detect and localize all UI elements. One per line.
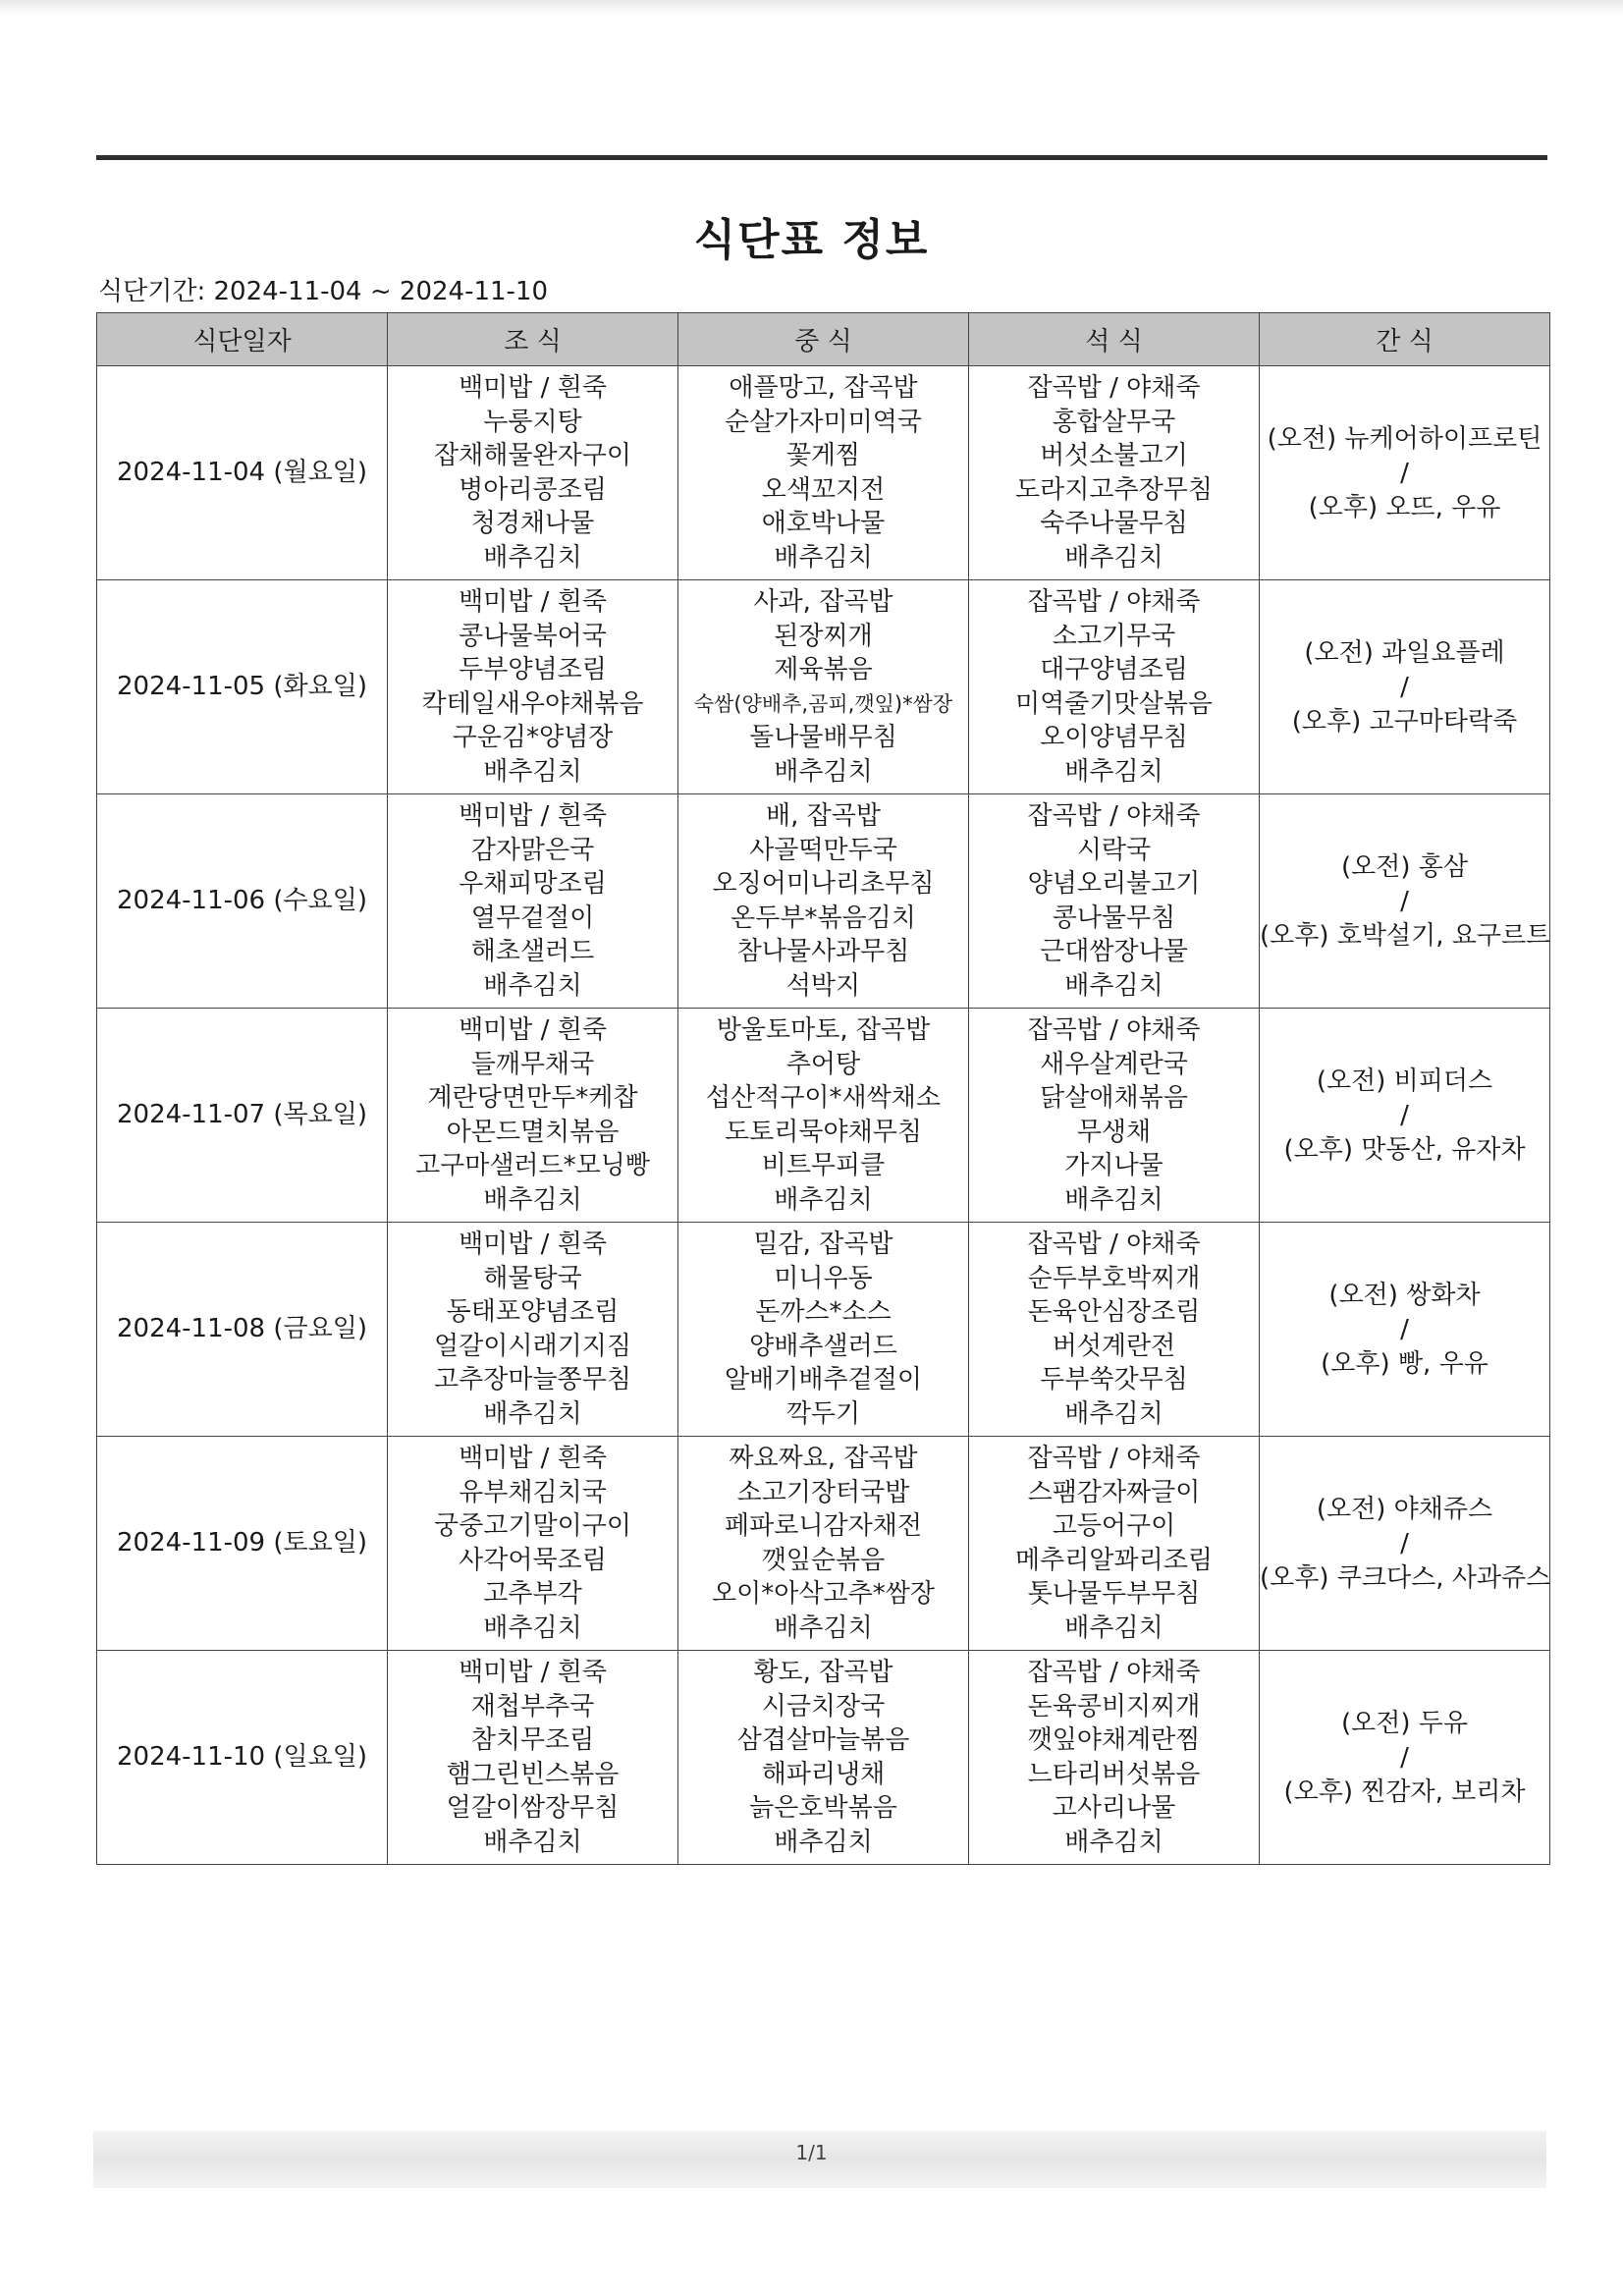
menu-item: 배추김치 <box>1064 756 1163 787</box>
menu-item: 햄그린빈스볶음 <box>446 1759 620 1789</box>
menu-item: 고등어구이 <box>1052 1511 1176 1541</box>
snack-afternoon: (오후) 쿠크다스, 사과쥬스 <box>1260 1562 1551 1593</box>
scan-edge <box>0 0 1623 16</box>
menu-item: 가지나물 <box>1064 1151 1163 1180</box>
menu-item: 깻잎순볶음 <box>761 1545 886 1575</box>
menu-item: 고구마샐러드*모닝빵 <box>414 1151 651 1180</box>
menu-table <box>96 312 1550 1865</box>
menu-item: 배추김치 <box>774 756 873 787</box>
breakfast-cell <box>388 1223 678 1437</box>
snack-cell <box>1260 1437 1550 1651</box>
menu-item: 방울토마토, 잡곡밥 <box>716 1015 931 1045</box>
menu-item: 메추리알꽈리조림 <box>1015 1545 1213 1575</box>
snack-cell <box>1260 1651 1550 1865</box>
menu-item: 배추김치 <box>1064 1613 1163 1643</box>
menu-item: 감자맑은국 <box>470 835 595 865</box>
menu-item: 늙은호박볶음 <box>749 1793 897 1823</box>
menu-item: 버섯계란전 <box>1052 1331 1176 1361</box>
header-snack: 간 식 <box>1260 313 1550 366</box>
snack-afternoon: (오후) 빵, 우유 <box>1321 1348 1488 1379</box>
menu-item: 새우살계란국 <box>1040 1049 1188 1079</box>
header-date: 식단일자 <box>97 313 388 366</box>
menu-item: 두부양념조림 <box>459 655 607 684</box>
header-lunch: 중 식 <box>678 313 969 366</box>
date-cell: 2024-11-08 (금요일) <box>97 1223 388 1437</box>
snack-morning: (오전) 두유 <box>1340 1708 1469 1738</box>
menu-item: 스팸감자짜글이 <box>1027 1477 1201 1507</box>
menu-item: 밀감, 잡곡밥 <box>753 1230 893 1259</box>
menu-item: 잡곡밥 / 야채죽 <box>1027 373 1201 403</box>
menu-item: 참나물사과무침 <box>736 937 910 966</box>
menu-item: 오징어미나리초무침 <box>712 869 935 899</box>
breakfast-cell <box>388 1437 678 1651</box>
menu-item: 비트무피클 <box>761 1151 886 1180</box>
snack-afternoon: (오후) 고구마타락죽 <box>1291 706 1518 737</box>
menu-item: 사각어묵조림 <box>459 1545 607 1575</box>
menu-item: 구운김*양념장 <box>452 723 614 752</box>
menu-item: 백미밥 / 흰죽 <box>459 373 607 403</box>
lunch-cell <box>678 366 969 580</box>
lunch-cell <box>678 1437 969 1651</box>
menu-item: 잡곡밥 / 야채죽 <box>1027 801 1201 831</box>
snack-afternoon: (오후) 찐감자, 보리차 <box>1283 1777 1526 1807</box>
breakfast-cell <box>388 580 678 794</box>
menu-item: 고사리나물 <box>1052 1793 1176 1823</box>
menu-item: 오이양념무침 <box>1040 723 1188 752</box>
menu-item: 잡곡밥 / 야채죽 <box>1027 1658 1201 1687</box>
menu-item: 얼갈이시래기지짐 <box>434 1331 631 1361</box>
menu-item: 된장찌개 <box>774 621 873 651</box>
menu-item: 순살가자미미역국 <box>725 407 922 437</box>
menu-item: 들깨무채국 <box>470 1049 595 1079</box>
menu-item: 알배기배추겉절이 <box>725 1365 922 1394</box>
menu-item: 배추김치 <box>774 1613 873 1643</box>
menu-item: 배추김치 <box>774 1184 873 1215</box>
snack-separator: / <box>1400 458 1409 488</box>
menu-item: 아몬드멸치볶음 <box>446 1117 620 1147</box>
menu-item: 잡곡밥 / 야채죽 <box>1027 587 1201 617</box>
header-row <box>97 313 1550 366</box>
menu-item: 동태포양념조림 <box>446 1297 620 1327</box>
menu-item: 돈육콩비지찌개 <box>1027 1691 1201 1722</box>
lunch-cell <box>678 1223 969 1437</box>
menu-item: 깍두기 <box>785 1398 861 1429</box>
menu-item: 콩나물북어국 <box>459 621 607 651</box>
menu-item: 온두부*볶음김치 <box>730 902 916 933</box>
menu-item: 배추김치 <box>1064 1398 1163 1429</box>
breakfast-cell <box>388 366 678 580</box>
date-cell: 2024-11-06 (수요일) <box>97 794 388 1009</box>
menu-item: 시락국 <box>1076 835 1152 865</box>
menu-item: 순두부호박찌개 <box>1027 1263 1201 1293</box>
menu-item: 깻잎야채계란찜 <box>1027 1725 1201 1755</box>
menu-item: 궁중고기말이구이 <box>434 1511 631 1541</box>
menu-item: 배, 잡곡밥 <box>766 801 881 831</box>
date-cell: 2024-11-04 (월요일) <box>97 366 388 580</box>
menu-item: 배추김치 <box>483 1398 582 1429</box>
table-row <box>97 1437 1550 1651</box>
lunch-cell <box>678 580 969 794</box>
menu-item: 콩나물무침 <box>1052 902 1176 933</box>
menu-item: 청경채나물 <box>470 509 595 538</box>
menu-item: 잡곡밥 / 야채죽 <box>1027 1444 1201 1473</box>
menu-item: 황도, 잡곡밥 <box>753 1658 893 1687</box>
menu-item: 얼갈이쌈장무침 <box>446 1793 620 1823</box>
breakfast-cell <box>388 794 678 1009</box>
header-dinner: 석 식 <box>969 313 1260 366</box>
menu-item: 백미밥 / 흰죽 <box>459 1658 607 1687</box>
snack-cell <box>1260 366 1550 580</box>
menu-item: 배추김치 <box>483 756 582 787</box>
table-row <box>97 1223 1550 1437</box>
menu-item: 무생채 <box>1076 1117 1152 1147</box>
menu-item: 꽃게찜 <box>785 441 861 470</box>
snack-morning: (오전) 과일요플레 <box>1304 637 1505 668</box>
page-number: 1/1 <box>795 2141 828 2164</box>
dinner-cell <box>969 1009 1260 1223</box>
lunch-cell <box>678 794 969 1009</box>
snack-afternoon: (오후) 오뜨, 우유 <box>1308 492 1501 522</box>
menu-item: 소고기장터국밥 <box>736 1477 910 1507</box>
date-cell: 2024-11-07 (목요일) <box>97 1009 388 1223</box>
menu-item: 느타리버섯볶음 <box>1027 1759 1201 1789</box>
menu-item: 사골떡만두국 <box>749 835 897 865</box>
date-cell: 2024-11-10 (일요일) <box>97 1651 388 1865</box>
menu-item: 닭살애채볶음 <box>1040 1083 1188 1113</box>
snack-morning: (오전) 홍삼 <box>1340 851 1469 882</box>
menu-item: 해파리냉채 <box>761 1759 886 1789</box>
menu-item: 양배추샐러드 <box>749 1331 897 1361</box>
dinner-cell <box>969 1223 1260 1437</box>
meal-period: 식단기간: 2024-11-04 ~ 2024-11-10 <box>98 277 549 306</box>
menu-item: 배추김치 <box>774 542 873 573</box>
snack-cell <box>1260 580 1550 794</box>
menu-item: 근대쌈장나물 <box>1040 937 1188 966</box>
menu-item: 짜요짜요, 잡곡밥 <box>729 1444 918 1473</box>
menu-item: 홍합살무국 <box>1052 407 1176 437</box>
date-cell: 2024-11-05 (화요일) <box>97 580 388 794</box>
snack-afternoon: (오후) 맛동산, 유자차 <box>1283 1134 1526 1165</box>
snack-separator: / <box>1400 886 1409 916</box>
menu-item: 애호박나물 <box>761 509 886 538</box>
menu-item: 버섯소불고기 <box>1040 441 1188 470</box>
menu-item: 백미밥 / 흰죽 <box>459 1015 607 1045</box>
breakfast-cell <box>388 1651 678 1865</box>
menu-item: 백미밥 / 흰죽 <box>459 801 607 831</box>
snack-cell <box>1260 794 1550 1009</box>
menu-item: 두부쑥갓무침 <box>1040 1365 1188 1394</box>
menu-item: 병아리콩조림 <box>459 474 607 505</box>
menu-item: 재첩부추국 <box>470 1691 595 1722</box>
menu-item: 도라지고추장무침 <box>1015 474 1213 505</box>
dinner-cell <box>969 1651 1260 1865</box>
top-rule <box>96 155 1547 160</box>
menu-item: 돈까스*소스 <box>755 1297 892 1327</box>
menu-item: 미니우동 <box>774 1263 873 1293</box>
menu-item: 대구양념조림 <box>1040 655 1188 684</box>
table-row <box>97 1009 1550 1223</box>
dinner-cell <box>969 580 1260 794</box>
menu-item: 유부채김치국 <box>459 1477 607 1507</box>
snack-morning: (오전) 비피더스 <box>1316 1066 1493 1096</box>
menu-item: 숙쌈(양배추,곰피,깻잎)*쌈장 <box>693 691 953 716</box>
menu-item: 해초샐러드 <box>470 937 595 966</box>
menu-item: 백미밥 / 흰죽 <box>459 587 607 617</box>
snack-morning: (오전) 뉴케어하이프로틴 <box>1267 423 1542 454</box>
table-row <box>97 580 1550 794</box>
breakfast-cell <box>388 1009 678 1223</box>
table-row <box>97 1651 1550 1865</box>
menu-item: 사과, 잡곡밥 <box>753 587 893 617</box>
menu-item: 오색꼬지전 <box>761 474 886 505</box>
snack-morning: (오전) 쌍화차 <box>1328 1280 1481 1310</box>
table-row <box>97 794 1550 1009</box>
menu-item: 섭산적구이*새싹채소 <box>705 1083 942 1113</box>
menu-item: 돈육안심장조림 <box>1027 1297 1201 1327</box>
menu-item: 미역줄기맛살볶음 <box>1015 688 1213 719</box>
menu-item: 톳나물두부무침 <box>1027 1579 1201 1609</box>
menu-item: 배추김치 <box>1064 970 1163 1001</box>
menu-item: 계란당면만두*케찹 <box>427 1083 638 1113</box>
menu-item: 삼겹살마늘볶음 <box>736 1725 910 1755</box>
menu-item: 배추김치 <box>483 970 582 1001</box>
menu-item: 누룽지탕 <box>483 407 582 437</box>
table-row <box>97 366 1550 580</box>
snack-separator: / <box>1400 1100 1409 1130</box>
menu-item: 제육볶음 <box>774 655 873 684</box>
snack-cell <box>1260 1223 1550 1437</box>
menu-item: 고추장마늘쫑무침 <box>434 1365 631 1394</box>
menu-item: 해물탕국 <box>483 1263 582 1293</box>
dinner-cell <box>969 794 1260 1009</box>
menu-item: 배추김치 <box>1064 542 1163 573</box>
snack-separator: / <box>1400 672 1409 702</box>
menu-item: 도토리묵야채무침 <box>725 1117 922 1147</box>
menu-item: 배추김치 <box>1064 1184 1163 1215</box>
menu-item: 배추김치 <box>1064 1827 1163 1857</box>
header-breakfast: 조 식 <box>388 313 678 366</box>
menu-item: 우채피망조림 <box>459 869 607 899</box>
menu-item: 잡곡밥 / 야채죽 <box>1027 1015 1201 1045</box>
menu-item: 페파로니감자채전 <box>725 1511 922 1541</box>
snack-separator: / <box>1400 1528 1409 1558</box>
menu-item: 배추김치 <box>483 542 582 573</box>
menu-item: 애플망고, 잡곡밥 <box>729 373 918 403</box>
dinner-cell <box>969 1437 1260 1651</box>
menu-item: 돌나물배무침 <box>749 723 897 752</box>
snack-separator: / <box>1400 1314 1409 1344</box>
menu-item: 배추김치 <box>774 1827 873 1857</box>
menu-item: 석박지 <box>785 970 861 1001</box>
date-cell: 2024-11-09 (토요일) <box>97 1437 388 1651</box>
snack-afternoon: (오후) 호박설기, 요구르트 <box>1260 920 1551 951</box>
menu-item: 배추김치 <box>483 1827 582 1857</box>
menu-item: 고추부각 <box>483 1579 582 1609</box>
menu-item: 배추김치 <box>483 1613 582 1643</box>
menu-item: 참치무조림 <box>470 1725 595 1755</box>
menu-item: 열무겉절이 <box>470 902 595 933</box>
menu-item: 배추김치 <box>483 1184 582 1215</box>
snack-cell <box>1260 1009 1550 1223</box>
lunch-cell <box>678 1651 969 1865</box>
page-title: 식단표 정보 <box>693 215 930 265</box>
menu-item: 잡곡밥 / 야채죽 <box>1027 1230 1201 1259</box>
menu-item: 잡채해물완자구이 <box>434 441 631 470</box>
menu-item: 소고기무국 <box>1052 621 1176 651</box>
menu-item: 오이*아삭고추*쌈장 <box>712 1579 935 1609</box>
menu-item: 칵테일새우야채볶음 <box>421 688 644 719</box>
snack-separator: / <box>1400 1742 1409 1773</box>
menu-item: 양념오리불고기 <box>1027 869 1201 899</box>
menu-body <box>97 366 1550 1865</box>
dinner-cell <box>969 366 1260 580</box>
menu-item: 시금치장국 <box>761 1691 886 1722</box>
menu-item: 백미밥 / 흰죽 <box>459 1444 607 1473</box>
menu-item: 추어탕 <box>785 1049 861 1079</box>
lunch-cell <box>678 1009 969 1223</box>
menu-item: 숙주나물무침 <box>1040 509 1188 538</box>
menu-item: 백미밥 / 흰죽 <box>459 1230 607 1259</box>
snack-morning: (오전) 야채쥬스 <box>1316 1494 1493 1524</box>
